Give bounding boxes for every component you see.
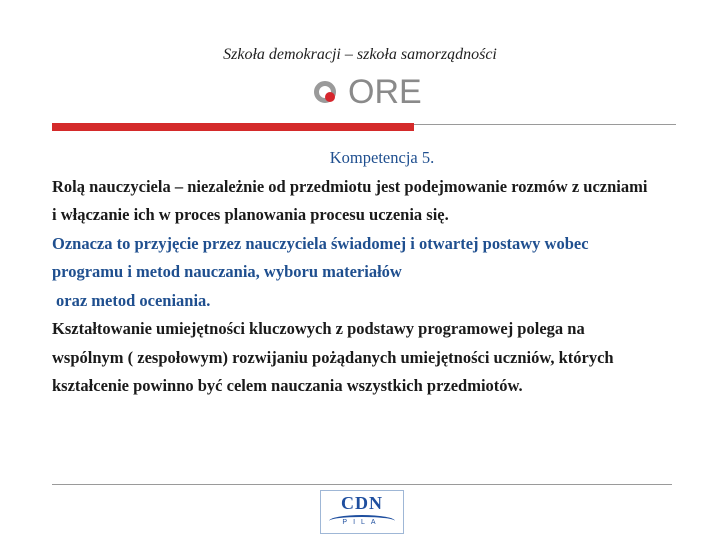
ore-logo-text: ORE <box>348 73 422 111</box>
top-divider <box>414 124 676 125</box>
ore-logo-circle-icon <box>314 81 336 103</box>
cdn-logo-subtext: PILA <box>342 519 382 526</box>
paragraph-meaning-line1: Oznacza to przyjęcie przez nauczyciela świadomej i otwartej postawy wobec programu i metod nauczania, wyboru materiałów <box>52 233 589 281</box>
paragraph-meaning <box>52 230 652 316</box>
paragraph-key-skills: Kształtowanie umiejętności kluczowych z podstawy programowej polega na wspólnym ( zespołowym) rozwijaniu pożądanych umiejętności uczniów, których kształcenie powinno być celem nauczania wszystkich przedmiotów. <box>52 319 614 395</box>
paragraph-role: Rolą nauczyciela – niezależnie od przedmiotu jest podejmowanie rozmów z uczniami i włączanie ich w proces planowania procesu uczenia się. <box>52 176 648 224</box>
cdn-logo-text: CDN <box>341 493 383 513</box>
bottom-divider <box>52 484 672 485</box>
slide-content <box>52 144 652 401</box>
ore-logo-dot <box>325 92 335 102</box>
red-accent-bar <box>52 123 414 131</box>
competency-heading: Kompetencja 5. <box>329 148 435 167</box>
ore-logo <box>314 73 422 111</box>
cdn-logo <box>320 490 404 534</box>
paragraph-meaning-line2: oraz metod oceniania. <box>56 290 211 310</box>
page-header-title: Szkoła demokracji – szkoła samorządności <box>223 46 497 63</box>
